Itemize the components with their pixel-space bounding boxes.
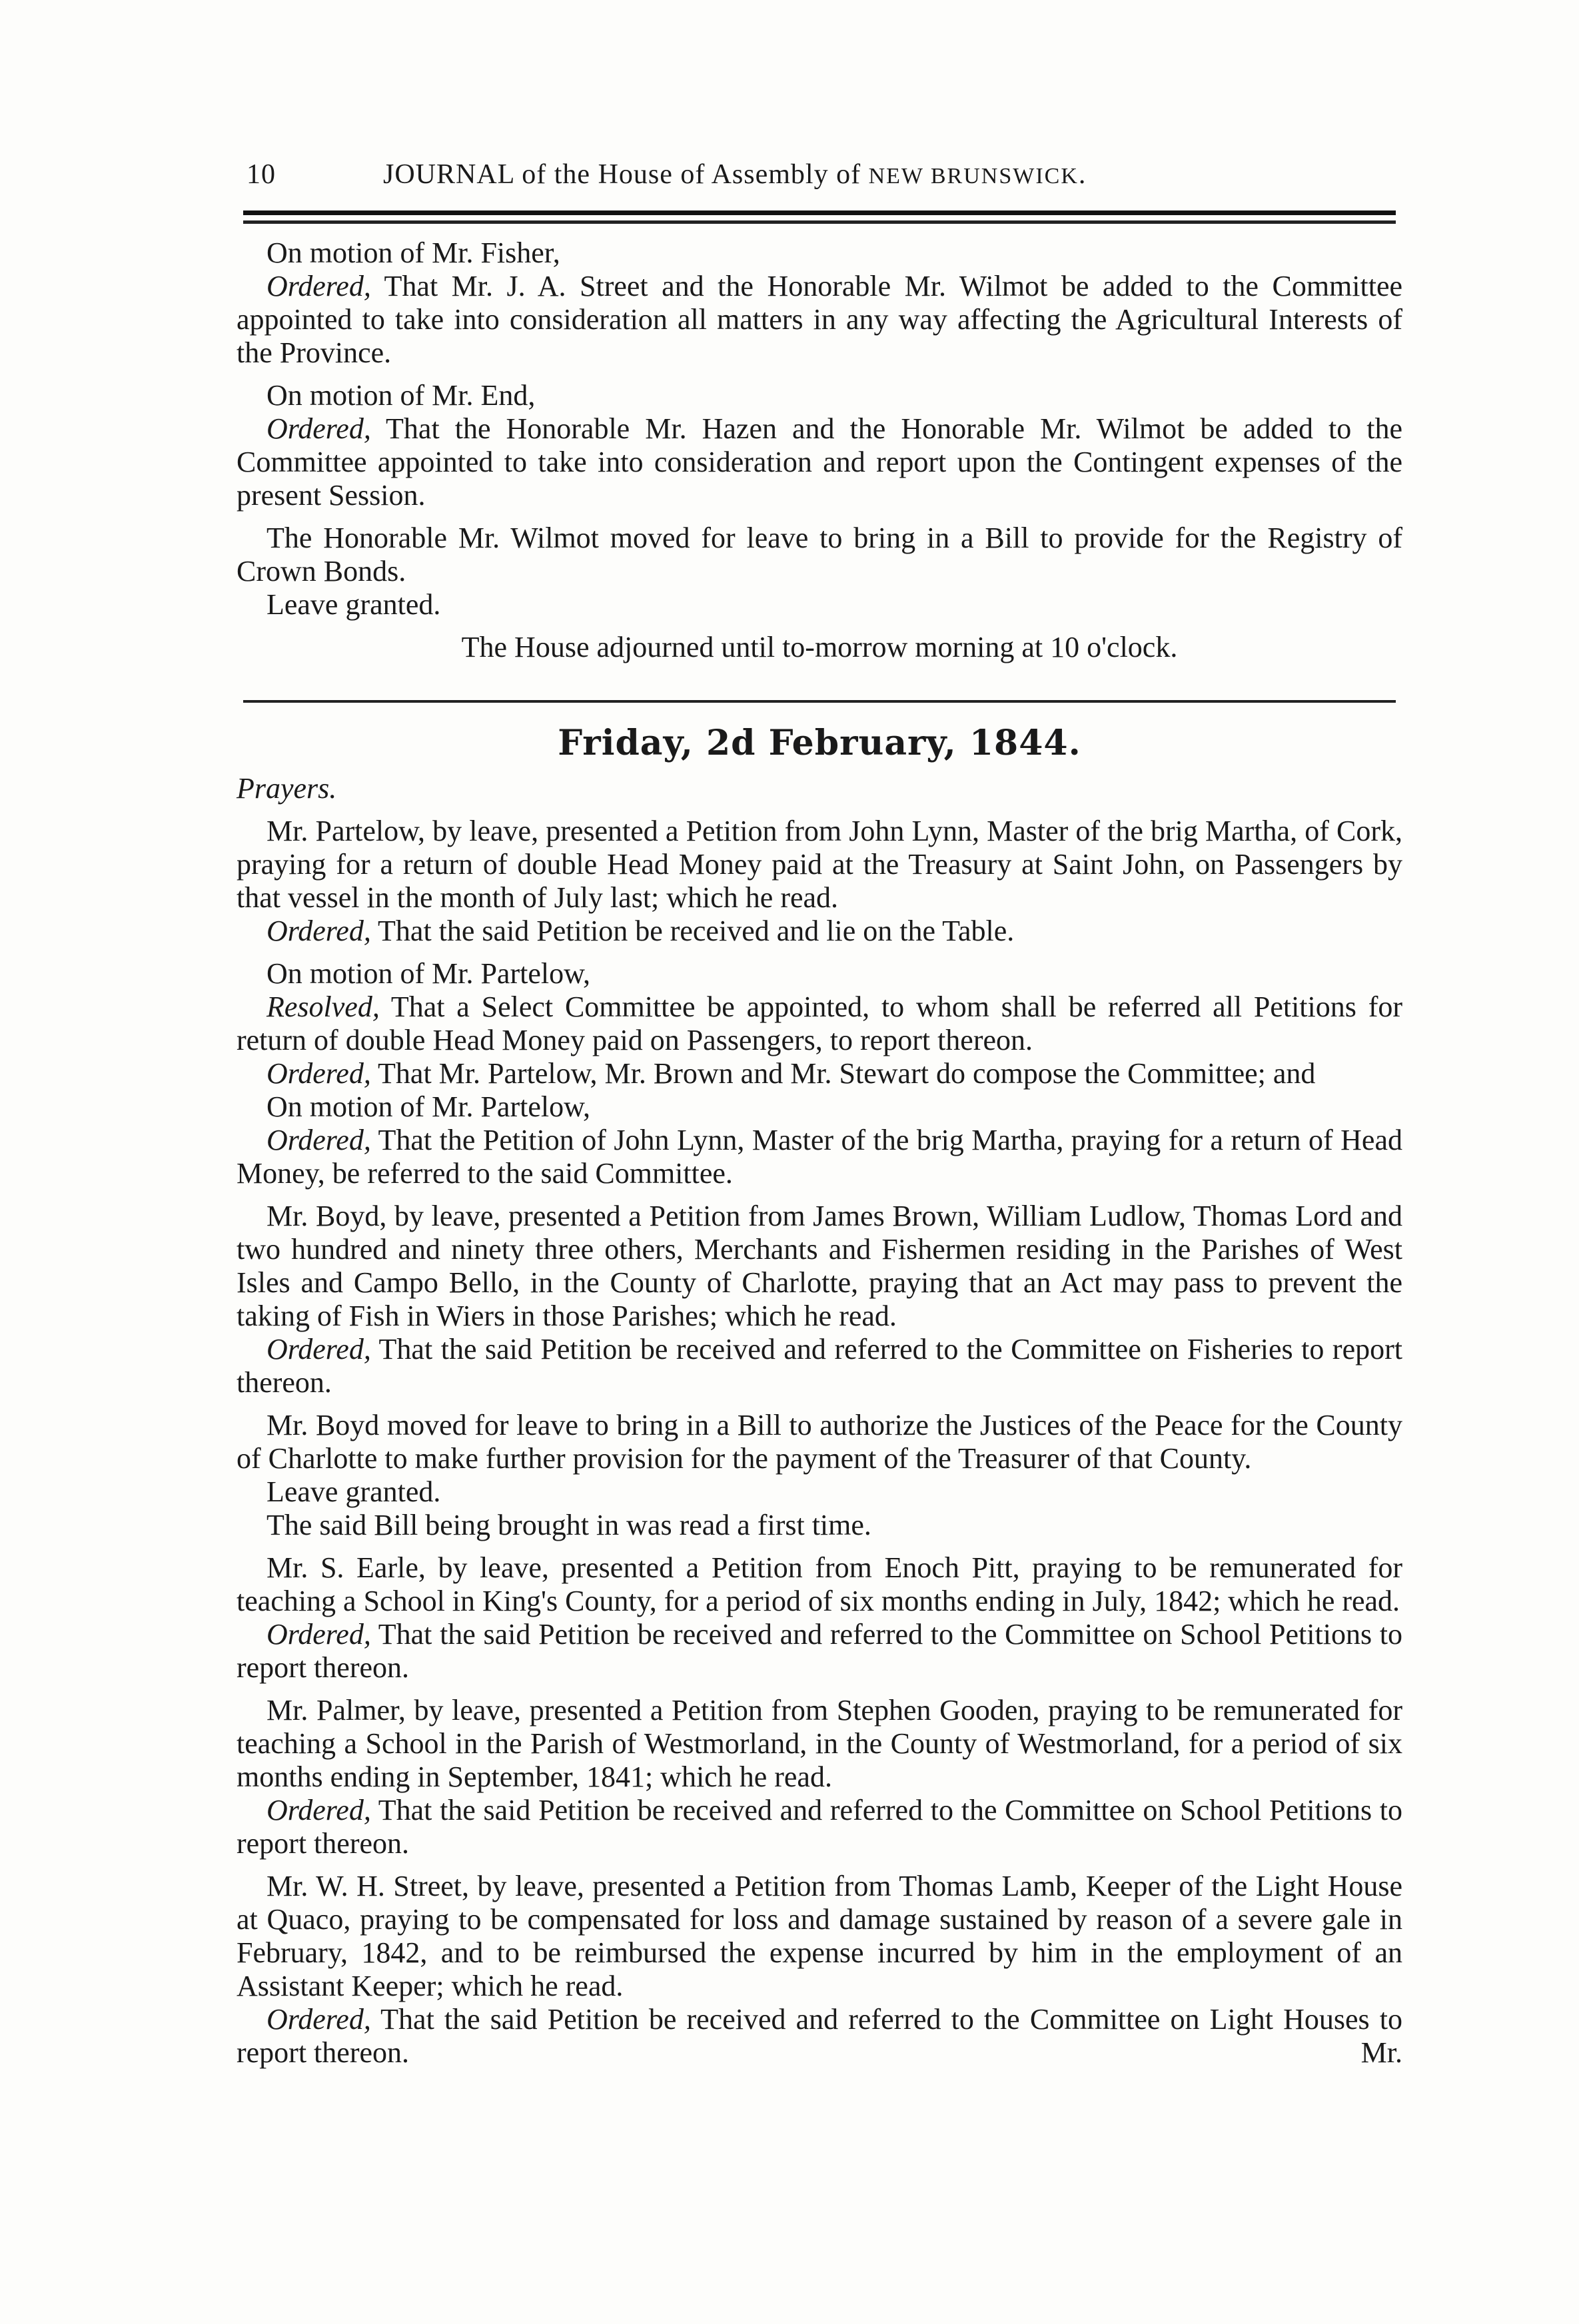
paragraph-text: Leave granted. [266, 588, 441, 621]
paragraph [237, 1870, 1402, 2003]
paragraph [237, 1475, 1402, 1509]
paragraph [237, 1694, 1402, 1794]
prayers-label: Prayers. [237, 772, 337, 805]
paragraph [237, 957, 1402, 990]
paragraph-lead: Ordered, [266, 915, 371, 947]
paragraph-text: The Honorable Mr. Wilmot moved for leave to bring in a Bill to provide for the Registry of Crown Bonds. [237, 522, 1402, 587]
paragraph [237, 379, 1402, 412]
paragraph [237, 915, 1402, 948]
paragraph-text: Leave granted. [266, 1475, 441, 1508]
paragraph-text: Mr. S. Earle, by leave, presented a Petition from Enoch Pitt, praying to be remunerated for teaching a School in King's County, for a period of six months ending in July, 1842; which he read. [237, 1551, 1402, 1617]
paragraph-lead: Ordered, [266, 1124, 371, 1156]
paragraph-text: That Mr. J. A. Street and the Honorable Mr. Wilmot be added to the Committee appointed to take into consideration all matters in any way affecting the Agricultural Interests of the Province. [237, 270, 1402, 369]
adjournment-line: The House adjourned until to-morrow morning at 10 o'clock. [461, 631, 1178, 663]
paragraph [237, 1409, 1402, 1475]
paragraph-text: That the Petition of John Lynn, Master of the brig Martha, praying for a return of Head Money, be referred to the said Committee. [237, 1124, 1402, 1190]
paragraph-text: That a Select Committee be appointed, to whom shall be referred all Petitions for return of double Head Money paid on Passengers, to report thereon. [237, 990, 1402, 1056]
paragraph-text: That the Honorable Mr. Hazen and the Honorable Mr. Wilmot be added to the Committee appointed to take into consideration and report upon the Contingent expenses of the present Session. [237, 412, 1402, 512]
page-number: 10 [247, 159, 276, 190]
paragraph [237, 2003, 1402, 2070]
paragraph [237, 412, 1402, 512]
paragraph [237, 1333, 1402, 1399]
paragraph-text: On motion of Mr. End, [266, 379, 536, 412]
paragraph-text: That the said Petition be received and referred to the Committee on Fisheries to report thereon. [237, 1333, 1402, 1399]
running-header [240, 159, 1399, 198]
paragraph [237, 1551, 1402, 1618]
paragraph-text: Mr. W. H. Street, by leave, presented a Petition from Thomas Lamb, Keeper of the Light House at Quaco, praying to be compensated for loss and damage sustained by reason of a severe gale in February, 1842, and to be reimbursed the expense incurred by him in the employment of an Assistant Keeper; which he read. [237, 1870, 1402, 2002]
paragraph-text: Mr. Boyd, by leave, presented a Petition from James Brown, William Ludlow, Thomas Lord and two hundred and ninety three others, Merchants and Fishermen residing in the Parishes of West Isles and Campo Bello, in the County of Charlotte, praying that an Act may pass to prevent the taking of Fish in Wiers in those Parishes; which he read. [237, 1200, 1402, 1332]
paragraph [237, 1794, 1402, 1860]
paragraph-text: That Mr. Partelow, Mr. Brown and Mr. Stewart do compose the Committee; and [370, 1057, 1316, 1090]
catchword: Mr. [1360, 2036, 1402, 2069]
paragraph-text: That the said Petition be received and referred to the Committee on School Petitions to report thereon. [237, 1794, 1402, 1860]
paragraph-text: On motion of Mr. Partelow, [266, 957, 590, 990]
paragraph-text: On motion of Mr. Fisher, [266, 236, 560, 269]
paragraph-text: That the said Petition be received and referred to the Committee on School Petitions to report thereon. [237, 1618, 1402, 1684]
paragraph-lead: Ordered, [266, 1618, 371, 1651]
paragraph [237, 522, 1402, 588]
journal-title-main: JOURNAL of the House of Assembly of [383, 159, 869, 190]
paragraph [237, 1124, 1402, 1190]
paragraph [237, 270, 1402, 370]
paragraph-lead: Ordered, [266, 412, 371, 445]
paragraph-text: On motion of Mr. Partelow, [266, 1090, 590, 1123]
paragraph-lead: Ordered, [266, 1057, 371, 1090]
journal-title [383, 159, 1086, 191]
paragraph-text: Mr. Palmer, by leave, presented a Petition from Stephen Gooden, praying to be remunerated for teaching a School in the Parish of Westmorland, in the County of Westmorland, for a period of six months ending in September, 1841; which he read. [237, 1694, 1402, 1793]
paragraph [237, 1057, 1402, 1090]
paragraph-lead: Ordered, [266, 270, 371, 302]
paragraph-lead: Ordered, [266, 2003, 371, 2036]
paragraph-text: That the said Petition be received and referred to the Committee on Light Houses to report thereon. [237, 2003, 1402, 2069]
paragraph [237, 588, 1402, 621]
journal-title-period: . [1078, 159, 1087, 190]
paragraph-text: That the said Petition be received and lie on the Table. [370, 915, 1015, 947]
paragraph [237, 990, 1402, 1057]
paragraph [237, 1618, 1402, 1685]
day-heading: Friday, 2d February, 1844. [558, 723, 1081, 763]
paragraph [237, 815, 1402, 915]
paragraph [237, 1200, 1402, 1333]
paragraph-lead: Ordered, [266, 1333, 371, 1365]
paragraph [237, 236, 1402, 270]
paragraph-text: Mr. Partelow, by leave, presented a Petition from John Lynn, Master of the brig Martha, of Cork, praying for a return of double Head Money paid at the Treasury at Saint John, on Passengers by that vessel in the month of July last; which he read. [237, 815, 1402, 914]
paragraph-text: The said Bill being brought in was read a first time. [266, 1509, 871, 1541]
proceedings-section-1 [237, 236, 1402, 673]
header-rule [243, 210, 1396, 224]
proceedings-section-2 [237, 723, 1402, 2070]
journal-title-province: NEW BRUNSWICK [868, 164, 1079, 189]
paragraph [237, 1509, 1402, 1542]
section-rule [243, 700, 1396, 703]
paragraph-lead: Resolved, [266, 990, 380, 1023]
paragraph-text: Mr. Boyd moved for leave to bring in a Bill to authorize the Justices of the Peace for the County of Charlotte to make further provision for the payment of the Treasurer of that County. [237, 1409, 1402, 1475]
paragraph-lead: Ordered, [266, 1794, 371, 1826]
paragraph [237, 1090, 1402, 1124]
